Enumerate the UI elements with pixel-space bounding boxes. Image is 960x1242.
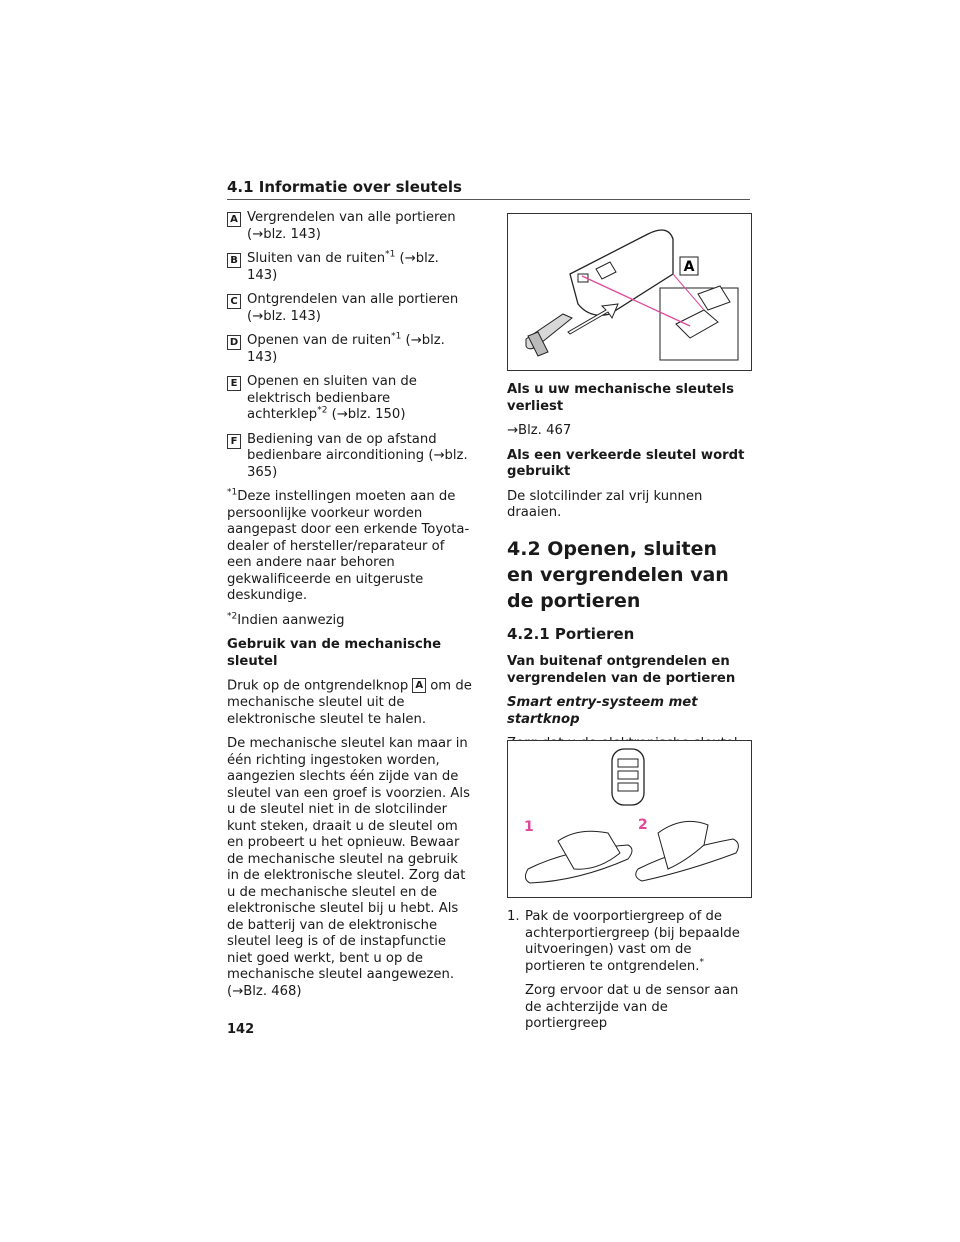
key-button-shape [618,759,638,767]
steps [507,909,750,1041]
wrong-key-text: De slotcilinder zal vrij kunnen draaien. [507,488,703,520]
list-item [227,210,472,243]
badge-label: E [227,376,241,391]
mech-key-paragraph-1 [227,678,472,728]
step-item [507,909,750,1041]
list-item-text: Sluiten van de ruiten [247,251,386,266]
key-drawing [508,214,751,370]
list-item-text: Ontgrendelen van alle portieren (→blz. 143) [247,292,459,324]
list-item [227,374,472,424]
subsection-heading: 4.2.1 Portieren [507,624,635,643]
list-item-text: Openen en sluiten van de elektrisch bedienbare achterklep [247,374,417,422]
step-text-wrap [525,909,750,975]
footnote-mark: * [699,957,704,968]
footnote-mark: *2 [317,405,328,416]
key-button-shape [618,783,638,791]
section-header-title: 4.1 Informatie over sleutels [227,178,462,196]
list-item-text: Vergrendelen van alle portieren (→blz. 143) [247,210,456,242]
wrong-key-heading: Als een verkeerde sleutel wordt gebruikt [507,447,745,479]
badge-label: D [227,335,241,350]
list-item [227,251,472,284]
footnote-mark: *1 [227,487,238,498]
list-item [227,432,472,482]
key-fob-shape [570,230,673,315]
list-item-text: Bediening van de op afstand bedienbare airconditioning (→blz. 365) [247,431,468,480]
list-item-text-wrap [247,333,472,366]
figure-label-1: 1 [524,819,534,835]
step-body [525,909,750,1041]
unlock-heading: Van buitenaf ontgrendelen en vergrendelen van de portieren [507,654,736,686]
lost-keys-heading: Als u uw mechanische sleutels verliest [507,382,734,414]
mech-key-paragraph-2: De mechanische sleutel kan maar in één richting ingestoken worden, aangezien slechts één zijde van de sleutel van een groef is voorzien. Als u de sleutel niet in de slotcilinder kunt steken, draait u de sleutel om en probeert u het opnieuw. Bewaar de mechanische sleutel na gebruik in de elektronische sleutel. Zorg dat u de mechanische sleutel en de elektronische sleutel bij u hebt. Als de batterij van de elektronische sleutel leeg is of de instapfunctie niet goed werkt, bent u op de mechanische sleutel aangewezen. (→Blz. 468) [227,736,470,999]
step-number: 1. [507,909,520,924]
key-illustration [507,213,752,371]
footnote-1 [227,489,472,605]
smart-entry-heading: Smart entry-systeem met startknop [507,695,698,727]
page-number: 142 [227,1022,255,1037]
door-handle-drawing [508,741,751,897]
footnote-text: Deze instellingen moeten aan de persoonlijke voorkeur worden aangepast door een erkende Toyota-dealer of hersteller/reparateur of een andere naar behoren gekwalificeerde en uitgeruste deskundige. [227,489,470,603]
footnote-mark: *1 [391,331,402,342]
step-continuation: Zorg ervoor dat u de sensor aan de achterzijde van de portiergreep [525,983,739,1031]
badge-label: C [227,294,241,309]
right-column [507,382,750,794]
badge-label: F [227,434,241,449]
badge-label: A [412,678,426,693]
footnote-2 [227,613,472,630]
footnote-mark: *2 [227,611,238,622]
page-ref: (→blz. 143) [247,251,439,283]
badge-label: A [227,212,241,227]
list-item [227,333,472,366]
footnote-text: Indien aanwezig [237,612,345,628]
list-item-text: Openen van de ruiten [247,333,392,348]
paragraph-text: Druk op de ontgrendelknop [227,678,409,694]
figure-label-a: A [683,259,695,275]
paragraph-text: om de mechanische sleutel uit de elektronische sleutel te halen. [227,678,472,727]
badge-label: B [227,253,241,268]
step-text: Pak de voorportiergreep of de achterportiergreep (bij bepaalde uitvoeringen) vast om de portieren te ontgrendelen. [525,909,740,974]
left-column [227,210,472,1008]
list-item-text-wrap [247,374,472,424]
page-ref: (→blz. 150) [327,407,406,422]
mech-key-heading: Gebruik van de mechanische sleutel [227,637,442,669]
figure-label-2: 2 [638,817,648,833]
section-heading: 4.2 Openen, sluiten en vergrendelen van de portieren [507,537,729,612]
door-handle-illustration [507,740,752,898]
key-button-shape [618,771,638,779]
list-item [227,292,472,325]
list-item-text-wrap [247,251,472,284]
page-ref: (→blz. 143) [247,333,445,365]
header-divider [227,199,750,200]
footnote-mark: *1 [385,249,396,260]
lost-keys-ref: →Blz. 467 [507,423,572,438]
